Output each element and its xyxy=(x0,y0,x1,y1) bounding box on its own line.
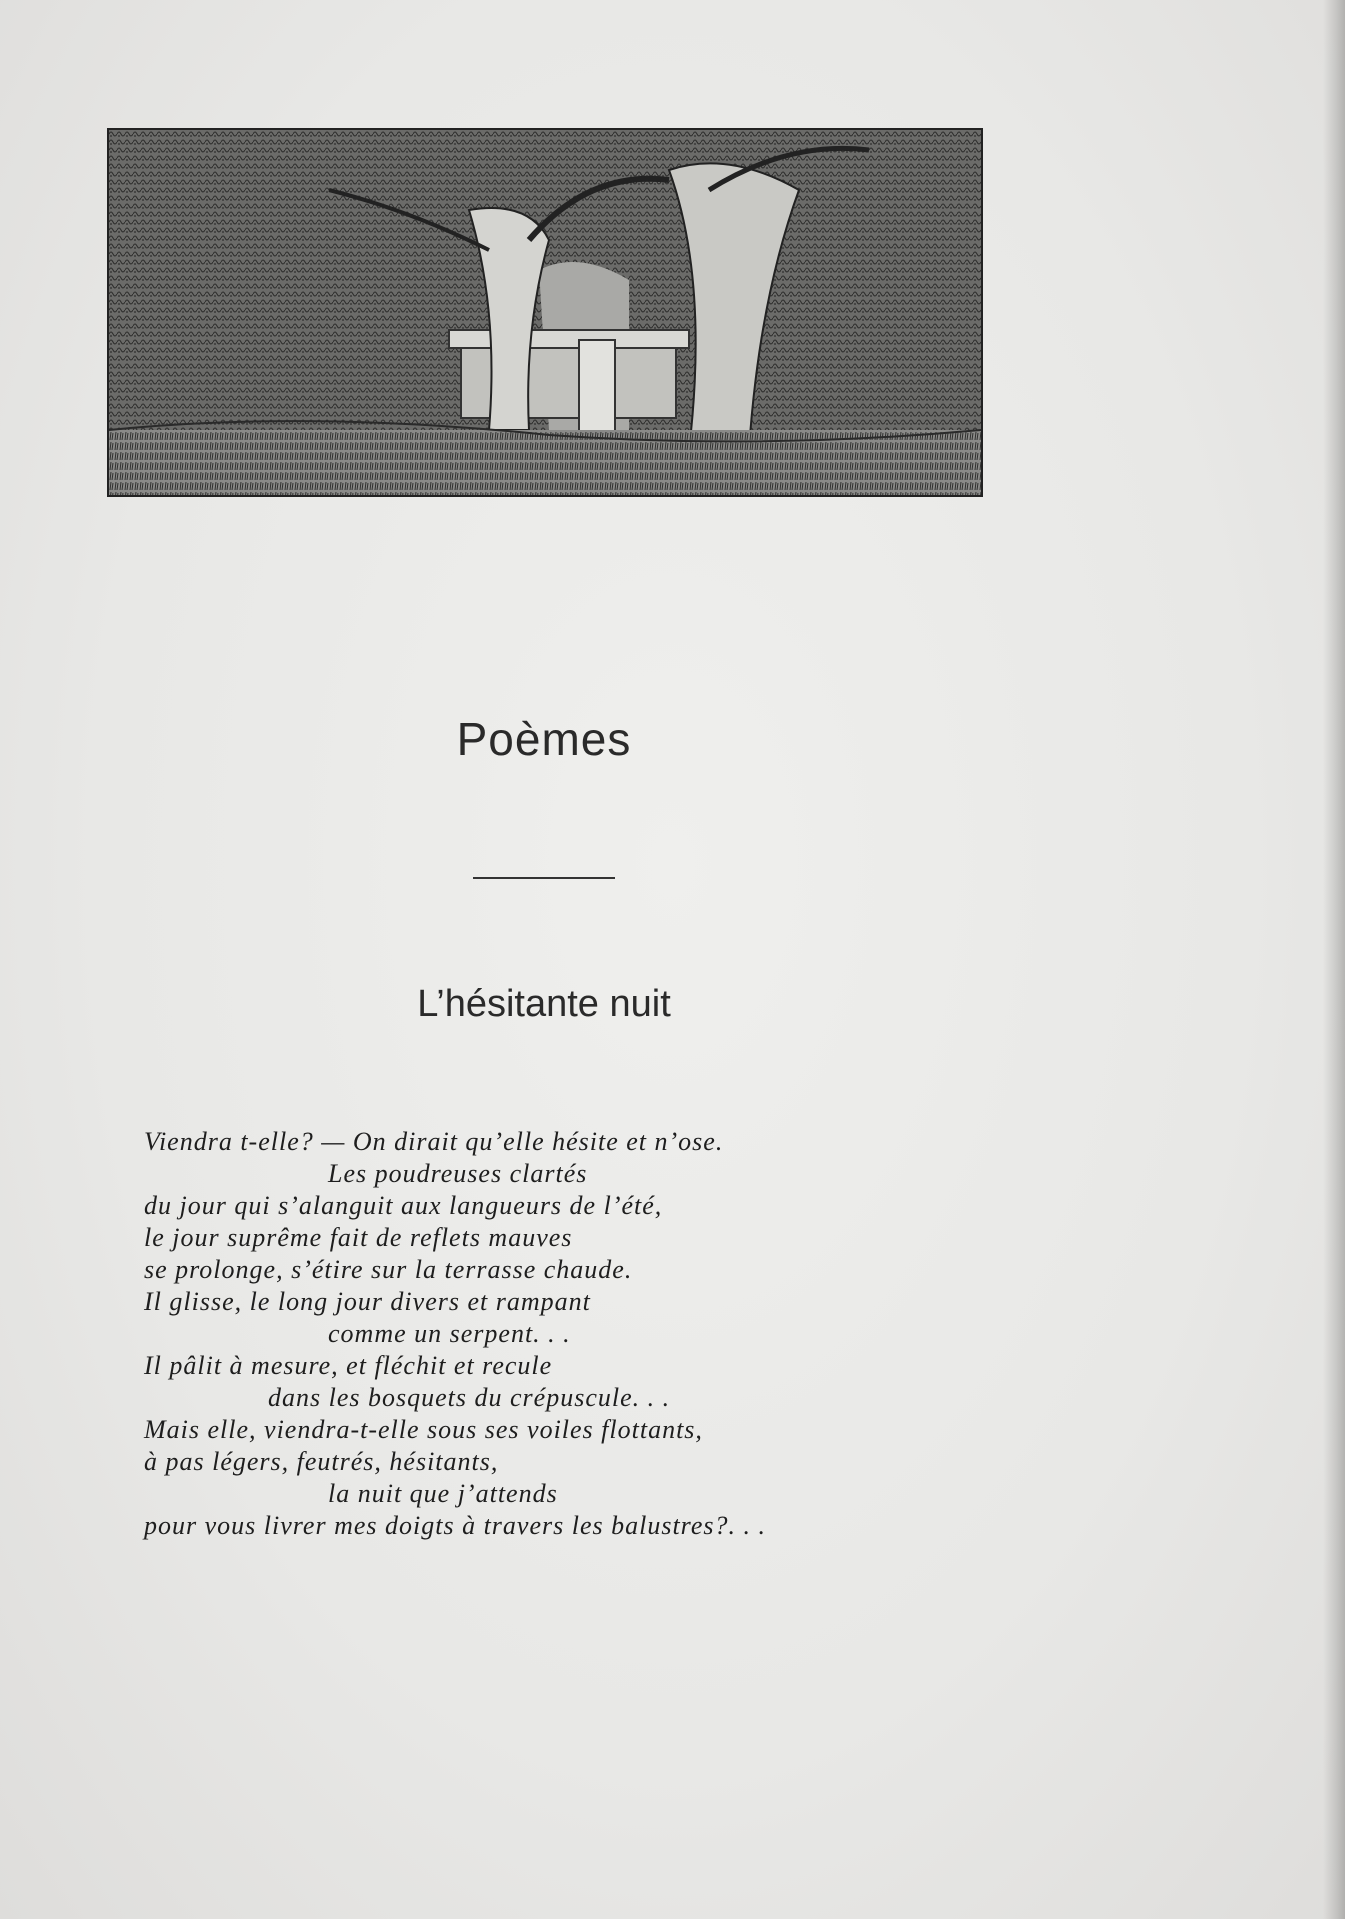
poem-line: Viendra t-elle? — On dirait qu’elle hésite et n’ose. xyxy=(144,1127,724,1156)
poem-line: Les poudreuses clartés xyxy=(328,1159,588,1188)
poem-line: Mais elle, viendra-t-elle sous ses voiles flottants, xyxy=(144,1415,703,1444)
poem-line: pour vous livrer mes doigts à travers les balustres?. . . xyxy=(144,1511,766,1540)
title-divider-rule xyxy=(473,877,615,879)
section-title: Poèmes xyxy=(456,713,632,765)
poem-line: Il pâlit à mesure, et fléchit et recule xyxy=(144,1351,553,1380)
page-edge-shadow xyxy=(1323,0,1345,1919)
poem-line: la nuit que j’attends xyxy=(328,1479,558,1508)
poem-line: du jour qui s’alanguit aux langueurs de l’été, xyxy=(144,1191,663,1220)
poem-line: Il glisse, le long jour divers et rampant xyxy=(144,1287,591,1316)
poem-line: le jour suprême fait de reflets mauves xyxy=(144,1223,573,1252)
poem-body xyxy=(144,1126,1044,1542)
poem-line: comme un serpent. . . xyxy=(328,1319,571,1348)
poem-line: à pas légers, feutrés, hésitants, xyxy=(144,1447,499,1476)
poem-line: se prolonge, s’étire sur la terrasse chaude. xyxy=(144,1255,633,1284)
poem-line: dans les bosquets du crépuscule. . . xyxy=(268,1383,671,1412)
header-vignette-illustration xyxy=(107,128,983,497)
poem-title: L’hésitante nuit xyxy=(417,983,671,1025)
trees-engraving xyxy=(109,130,981,495)
